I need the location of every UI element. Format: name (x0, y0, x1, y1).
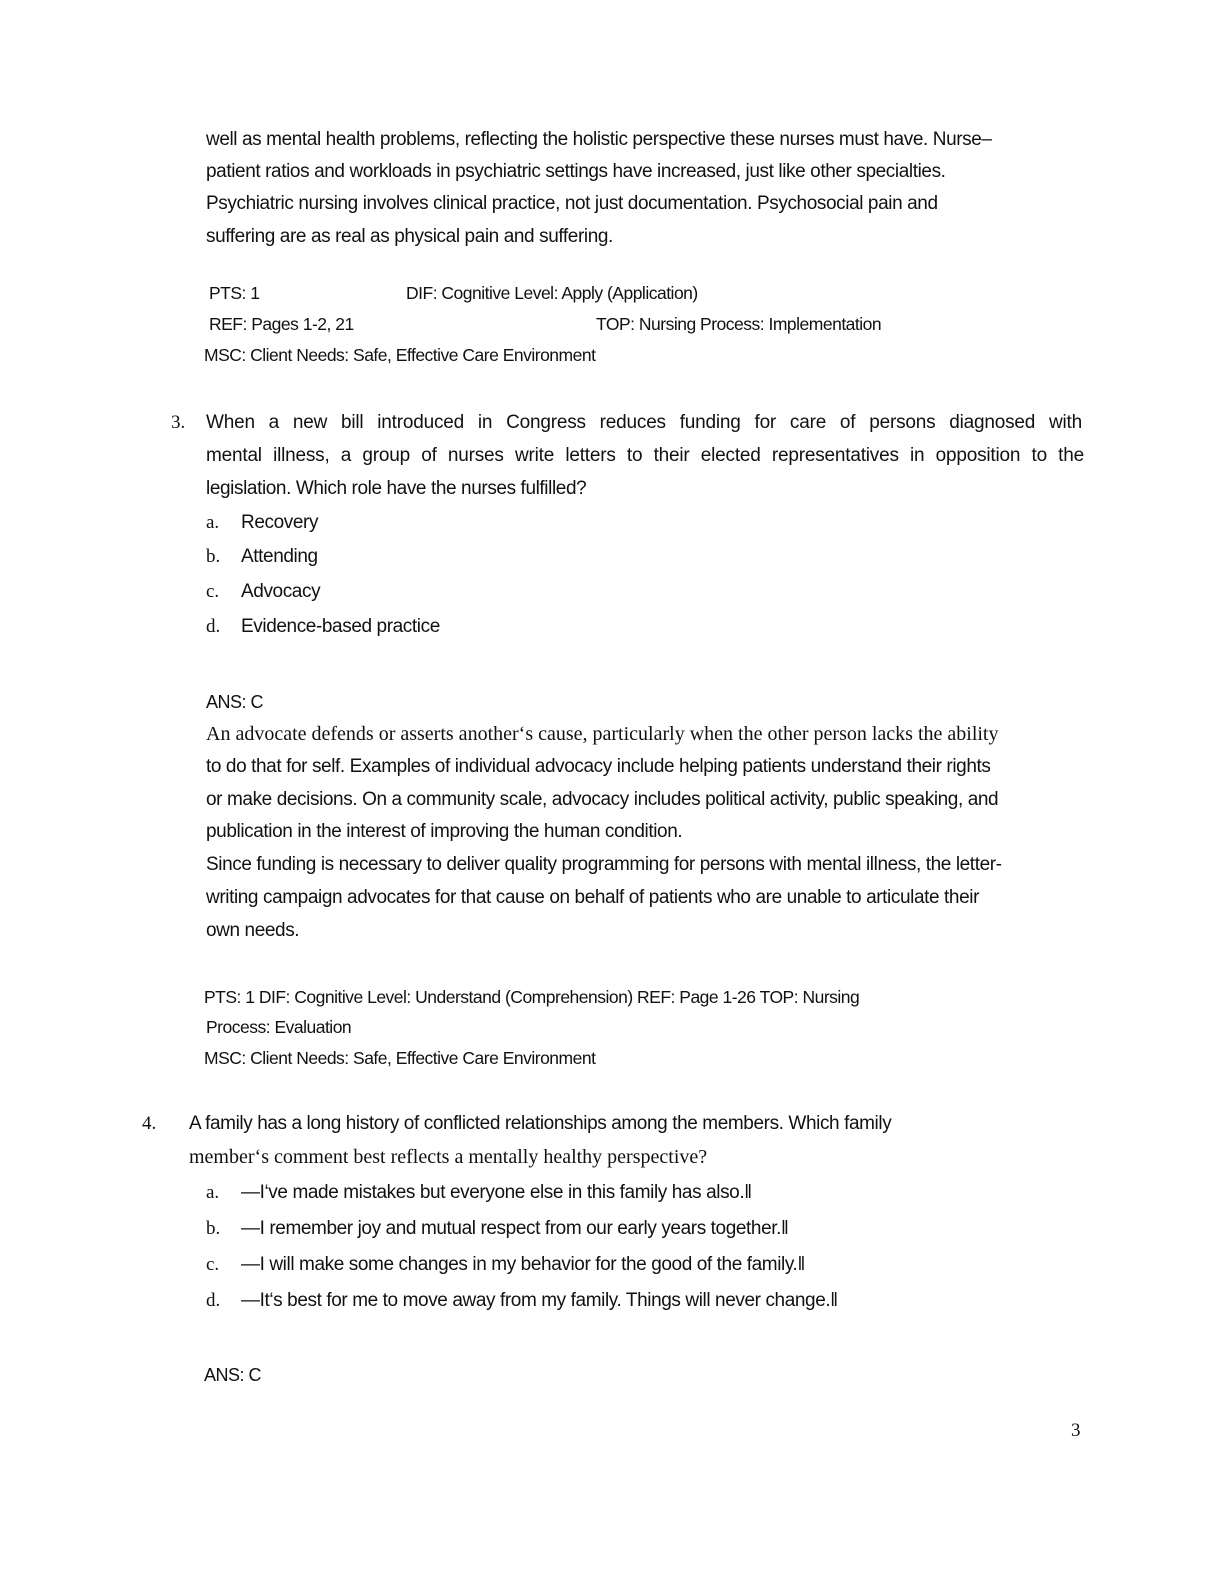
option-letter: c. (206, 1254, 220, 1275)
page-number: 3 (1071, 1420, 1081, 1441)
rationale-line: well as mental health problems, reflecting the holistic perspective these nurses must have. Nurse– (206, 129, 992, 150)
rationale-line: publication in the interest of improving the human condition. (206, 821, 683, 842)
option-text: Attending (241, 546, 318, 567)
rationale-line: writing campaign advocates for that cause on behalf of patients who are unable to articulate their (206, 887, 980, 908)
question-stem-line: When a new bill introduced in Congress reduces funding for care of persons diagnosed with (206, 412, 1082, 433)
option-letter: d. (206, 1290, 221, 1311)
meta-top: TOP: Nursing Process: Implementation (596, 314, 882, 334)
question-stem-line: legislation. Which role have the nurses fulfilled? (206, 478, 587, 499)
option-letter: d. (206, 616, 221, 637)
meta-ref: REF: Pages 1-2, 21 (209, 314, 354, 334)
option-text: Advocacy (241, 581, 321, 602)
rationale-line: to do that for self. Examples of individual advocacy include helping patients understand their rights (206, 756, 991, 777)
option-text: —I‘ve made mistakes but everyone else in this family has also.‖ (241, 1182, 752, 1203)
rationale-line: suffering are as real as physical pain and suffering. (206, 226, 613, 247)
meta-line: PTS: 1 DIF: Cognitive Level: Understand (Comprehension) REF: Page 1-26 TOP: Nursing (204, 987, 860, 1007)
question-number: 3. (171, 412, 186, 433)
meta-pts: PTS: 1 (209, 283, 260, 303)
rationale-line: Since funding is necessary to deliver quality programming for persons with mental illness, the letter- (206, 854, 1002, 875)
question-stem-line: A family has a long history of conflicted relationships among the members. Which family (189, 1113, 892, 1134)
option-letter: a. (206, 512, 220, 533)
rationale-line: own needs. (206, 920, 300, 941)
meta-line: Process: Evaluation (206, 1017, 352, 1037)
rationale-line: Psychiatric nursing involves clinical practice, not just documentation. Psychosocial pain and (206, 193, 938, 214)
option-text: —I remember joy and mutual respect from our early years together.‖ (241, 1218, 789, 1239)
option-letter: b. (206, 1218, 221, 1239)
question-stem-line: member‘s comment best reflects a mentally healthy perspective? (189, 1146, 708, 1168)
meta-line: MSC: Client Needs: Safe, Effective Care Environment (204, 1048, 596, 1068)
option-letter: a. (206, 1182, 220, 1203)
meta-dif: DIF: Cognitive Level: Apply (Application) (406, 283, 698, 303)
option-text: Evidence-based practice (241, 616, 440, 637)
option-text: —It‘s best for me to move away from my family. Things will never change.‖ (241, 1290, 838, 1311)
answer-key: ANS: C (206, 692, 264, 712)
option-letter: c. (206, 581, 220, 602)
option-text: Recovery (241, 512, 319, 533)
meta-msc: MSC: Client Needs: Safe, Effective Care Environment (204, 345, 596, 365)
rationale-line: An advocate defends or asserts another‘s cause, particularly when the other person lacks the ability (206, 723, 999, 745)
option-letter: b. (206, 546, 221, 567)
question-number: 4. (142, 1113, 157, 1134)
answer-key: ANS: C (204, 1365, 262, 1385)
question-stem-line: mental illness, a group of nurses write letters to their elected representatives in opposition to the (206, 445, 1084, 466)
rationale-line: patient ratios and workloads in psychiatric settings have increased, just like other specialties. (206, 161, 946, 182)
option-text: —I will make some changes in my behavior for the good of the family.‖ (241, 1254, 805, 1275)
rationale-line: or make decisions. On a community scale, advocacy includes political activity, public speaking, and (206, 789, 999, 810)
